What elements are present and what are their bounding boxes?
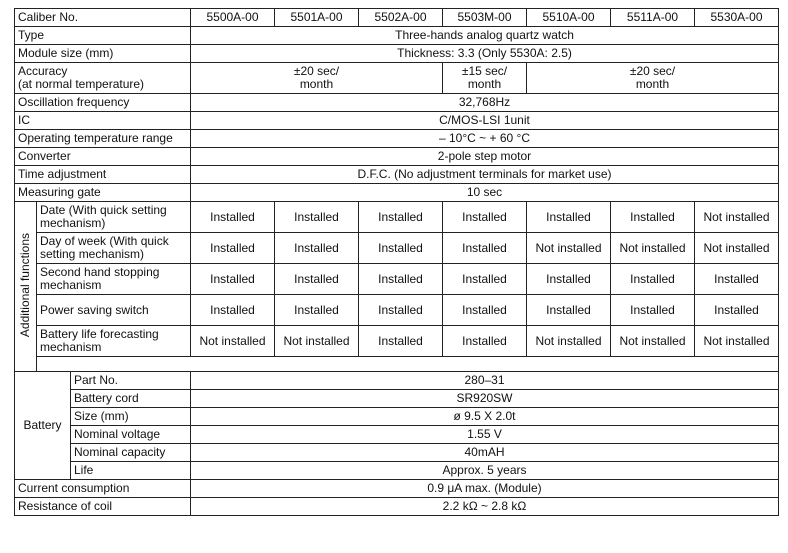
function-value: Installed: [191, 295, 275, 326]
accuracy-v3-line2: month: [635, 77, 670, 91]
caliber-col-6: 5511A-00: [611, 9, 695, 27]
additional-spacer: [37, 357, 779, 372]
function-value: Installed: [695, 295, 779, 326]
function-label: Date (With quick setting mechanism): [37, 202, 191, 233]
accuracy-v2-line1: ±15 sec/: [461, 64, 508, 78]
current-consumption-row: [15, 480, 779, 498]
function-value: Not installed: [527, 326, 611, 357]
caliber-col-3: 5502A-00: [359, 9, 443, 27]
additional-functions-group-label: [15, 202, 37, 372]
current-consumption-label: Current consumption: [15, 480, 191, 498]
battery-item-value: 280–31: [191, 372, 779, 390]
accuracy-v2-line2: month: [467, 77, 502, 91]
type-value: Three-hands analog quartz watch: [191, 27, 779, 45]
function-value: Installed: [611, 295, 695, 326]
measuring-gate-value: 10 sec: [191, 184, 779, 202]
function-value: Not installed: [695, 233, 779, 264]
accuracy-label-line1: Accuracy: [18, 64, 68, 78]
function-value: Not installed: [695, 326, 779, 357]
function-value: Installed: [443, 202, 527, 233]
function-value: Not installed: [191, 326, 275, 357]
battery-item-label: Nominal voltage: [71, 426, 191, 444]
module-size-label: Module size (mm): [15, 45, 191, 63]
function-value: Not installed: [611, 326, 695, 357]
function-value: Installed: [611, 202, 695, 233]
coil-resistance-value: 2.2 kΩ ~ 2.8 kΩ: [191, 498, 779, 516]
function-value: Not installed: [275, 326, 359, 357]
function-label: Battery life forecasting mechanism: [37, 326, 191, 357]
function-row: [15, 264, 779, 295]
caliber-label: Caliber No.: [15, 9, 191, 27]
accuracy-v1-line1: ±20 sec/: [293, 64, 340, 78]
accuracy-value-3: [527, 63, 779, 94]
battery-item-value: 40mAH: [191, 444, 779, 462]
function-value: Installed: [359, 264, 443, 295]
battery-item-label: Part No.: [71, 372, 191, 390]
function-value: Installed: [359, 326, 443, 357]
battery-item-value: Approx. 5 years: [191, 462, 779, 480]
accuracy-v1-line2: month: [299, 77, 334, 91]
battery-row: [15, 372, 779, 390]
accuracy-v3-line1: ±20 sec/: [629, 64, 676, 78]
type-label: Type: [15, 27, 191, 45]
function-value: Installed: [443, 233, 527, 264]
additional-functions-text: Additional functions: [18, 232, 32, 338]
function-label: Second hand stopping mechanism: [37, 264, 191, 295]
function-value: Installed: [527, 264, 611, 295]
function-label: Day of week (With quick setting mechanism): [37, 233, 191, 264]
battery-item-value: 1.55 V: [191, 426, 779, 444]
function-value: Installed: [275, 233, 359, 264]
battery-row: [15, 426, 779, 444]
ic-row: [15, 112, 779, 130]
time-adjust-row: [15, 166, 779, 184]
function-row: [15, 202, 779, 233]
battery-row: [15, 390, 779, 408]
function-row: [15, 233, 779, 264]
accuracy-row: [15, 63, 779, 94]
function-value: Installed: [275, 264, 359, 295]
battery-row: [15, 462, 779, 480]
coil-resistance-label: Resistance of coil: [15, 498, 191, 516]
additional-spacer-row: [15, 357, 779, 372]
accuracy-label: [15, 63, 191, 94]
oscillation-value: 32,768Hz: [191, 94, 779, 112]
function-value: Not installed: [611, 233, 695, 264]
function-value: Installed: [527, 202, 611, 233]
module-size-row: [15, 45, 779, 63]
ic-label: IC: [15, 112, 191, 130]
function-value: Installed: [443, 326, 527, 357]
accuracy-value-2: [443, 63, 527, 94]
caliber-col-2: 5501A-00: [275, 9, 359, 27]
function-value: Installed: [359, 295, 443, 326]
battery-row: [15, 444, 779, 462]
battery-item-label: Nominal capacity: [71, 444, 191, 462]
op-temp-label: Operating temperature range: [15, 130, 191, 148]
function-value: Installed: [611, 264, 695, 295]
function-value: Not installed: [695, 202, 779, 233]
function-value: Installed: [191, 233, 275, 264]
function-label: Power saving switch: [37, 295, 191, 326]
oscillation-label: Oscillation frequency: [15, 94, 191, 112]
function-value: Installed: [191, 202, 275, 233]
type-row: [15, 27, 779, 45]
function-value: Installed: [275, 202, 359, 233]
caliber-col-1: 5500A-00: [191, 9, 275, 27]
function-value: Installed: [359, 202, 443, 233]
caliber-col-4: 5503M-00: [443, 9, 527, 27]
battery-item-label: Life: [71, 462, 191, 480]
converter-label: Converter: [15, 148, 191, 166]
function-row: [15, 326, 779, 357]
battery-group-label: Battery: [15, 372, 71, 480]
op-temp-value: – 10°C ~ + 60 °C: [191, 130, 779, 148]
converter-value: 2-pole step motor: [191, 148, 779, 166]
battery-item-value: ø 9.5 X 2.0t: [191, 408, 779, 426]
function-value: Installed: [695, 264, 779, 295]
function-value: Installed: [359, 233, 443, 264]
function-value: Not installed: [527, 233, 611, 264]
function-value: Installed: [275, 295, 359, 326]
current-consumption-value: 0.9 μA max. (Module): [191, 480, 779, 498]
battery-item-value: SR920SW: [191, 390, 779, 408]
battery-item-label: Size (mm): [71, 408, 191, 426]
coil-resistance-row: [15, 498, 779, 516]
ic-value: C/MOS-LSI 1unit: [191, 112, 779, 130]
header-row: [15, 9, 779, 27]
function-value: Installed: [191, 264, 275, 295]
converter-row: [15, 148, 779, 166]
accuracy-label-line2: (at normal temperature): [18, 77, 145, 91]
oscillation-row: [15, 94, 779, 112]
caliber-col-7: 5530A-00: [695, 9, 779, 27]
measuring-gate-row: [15, 184, 779, 202]
function-row: [15, 295, 779, 326]
op-temp-row: [15, 130, 779, 148]
caliber-col-5: 5510A-00: [527, 9, 611, 27]
time-adjust-label: Time adjustment: [15, 166, 191, 184]
function-value: Installed: [443, 295, 527, 326]
module-size-value: Thickness: 3.3 (Only 5530A: 2.5): [191, 45, 779, 63]
battery-row: [15, 408, 779, 426]
accuracy-value-1: [191, 63, 443, 94]
measuring-gate-label: Measuring gate: [15, 184, 191, 202]
time-adjust-value: D.F.C. (No adjustment terminals for market use): [191, 166, 779, 184]
caliber-spec-table: [14, 8, 779, 516]
function-value: Installed: [527, 295, 611, 326]
function-value: Installed: [443, 264, 527, 295]
battery-item-label: Battery cord: [71, 390, 191, 408]
